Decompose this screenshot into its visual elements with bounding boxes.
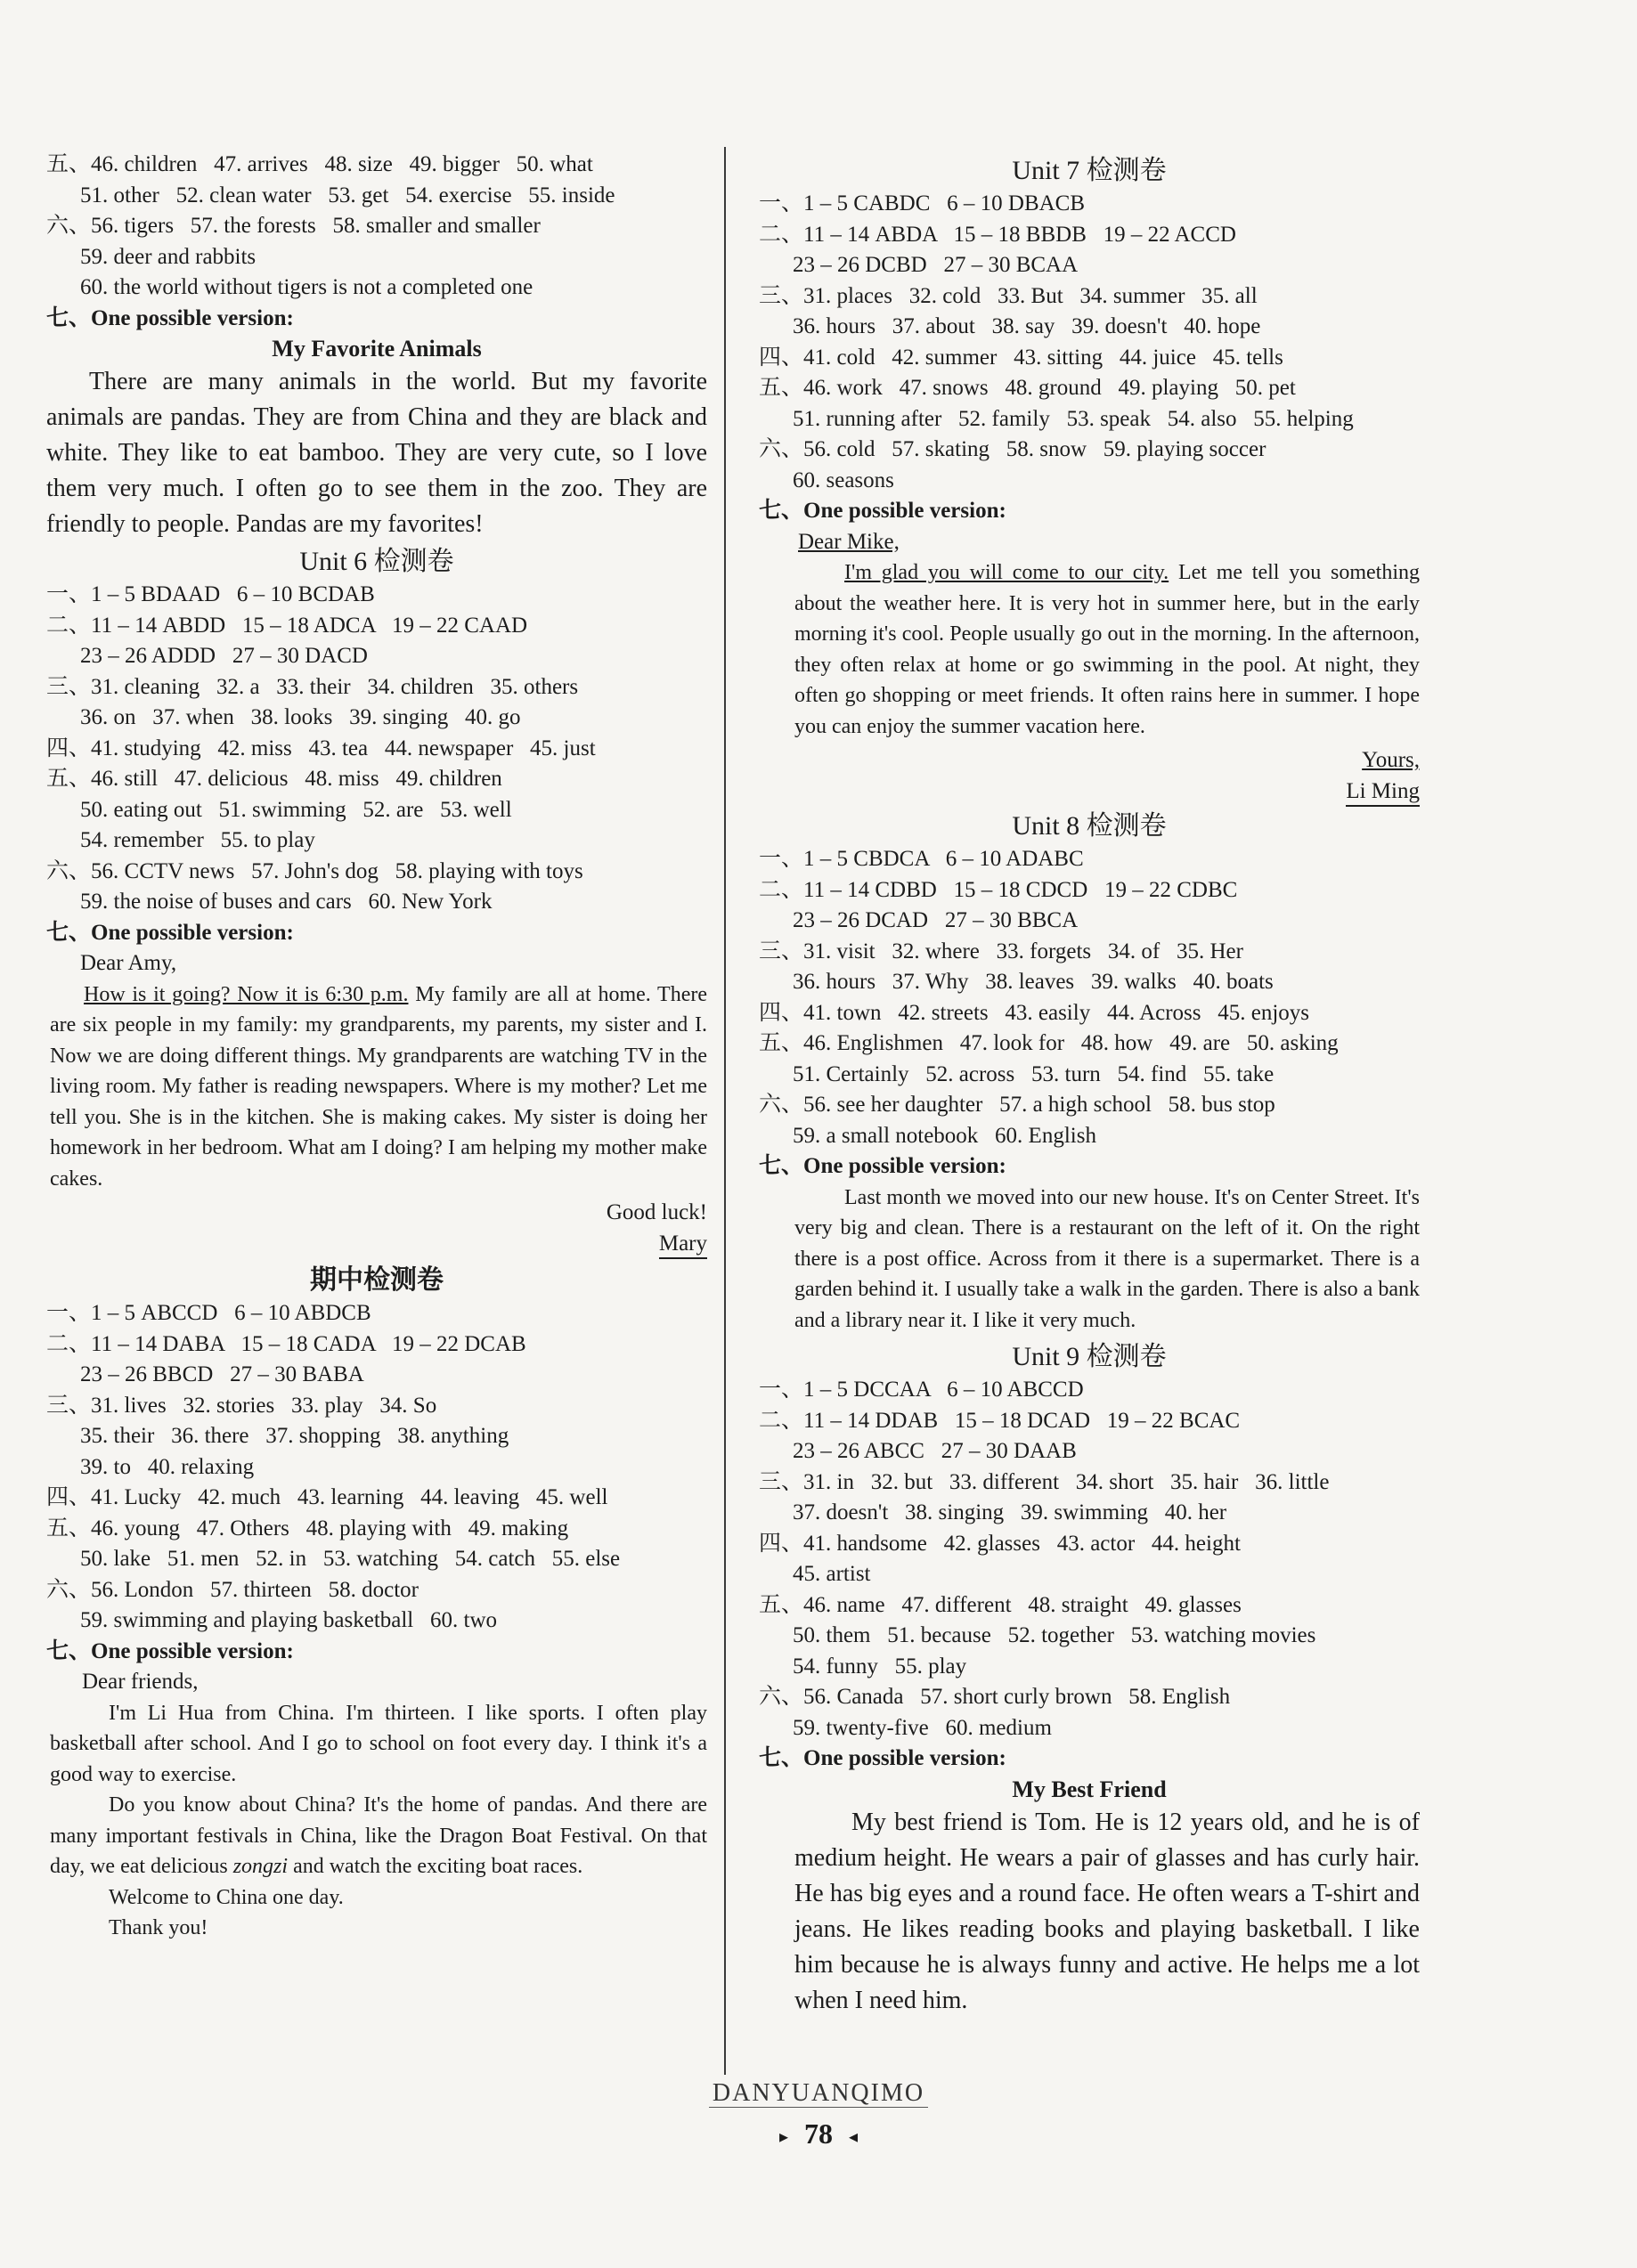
answer-line: [759, 435, 1420, 466]
midterm-heading: 期中检测卷: [310, 1265, 444, 1295]
answer-line: [46, 1544, 707, 1575]
answer-text: 23 – 26 ABCC 27 – 30 DAAB: [793, 1439, 1077, 1463]
answer-text: 51. other 52. clean water 53. get 54. exercise 55. inside: [80, 183, 615, 207]
answer-line: [759, 1436, 1420, 1467]
section-marker: 一、: [46, 582, 92, 606]
answer-text: 56. cold 57. skating 58. snow 59. playing soccer: [803, 437, 1266, 461]
answer-line: [759, 906, 1420, 937]
section-marker: 三、: [759, 283, 804, 308]
answer-line: [46, 1452, 707, 1484]
right-arrow-icon: ◂: [849, 2127, 859, 2148]
answer-text: 36. hours 37. about 38. say 39. doesn't 40. hope: [793, 314, 1261, 338]
unit8-version-label: 七、One possible version:: [759, 1154, 1006, 1178]
answer-line: [759, 1028, 1420, 1060]
unit7-heading: Unit 7 检测卷: [1012, 156, 1167, 185]
unit7-closing: Yours,: [1362, 748, 1420, 772]
section-marker: 六、: [46, 858, 92, 883]
essay-text: There are many animals in the world. But my favorite animals are pandas. They are from China and they are black and white. They like to eat bamboo. They are very cute, so I love them very much. I often go to see them in the zoo. They are friendly to people. Pandas are my favorites!: [46, 368, 707, 538]
unit9-answers: [759, 1375, 1420, 1744]
answer-text: 37. doesn't 38. singing 39. swimming 40. her: [793, 1500, 1227, 1524]
unit7-signature: Li Ming: [1346, 778, 1420, 807]
answer-text: 1 – 5 DCCAA 6 – 10 ABCCD: [803, 1378, 1084, 1402]
answer-text: 59. swimming and playing basketball 60. two: [80, 1608, 498, 1632]
answer-line: [46, 1605, 707, 1637]
answer-text: 41. town 42. streets 43. easily 44. Across 45. enjoys: [803, 1000, 1310, 1025]
footer-brand-text: DANYUANQIMO: [709, 2079, 928, 2108]
section-marker: 一、: [759, 847, 804, 871]
answer-text: 59. deer and rabbits: [80, 244, 257, 269]
section-marker: 一、: [759, 1378, 804, 1402]
answer-line: [46, 795, 707, 826]
unit6-signature: Mary: [659, 1231, 707, 1259]
answer-line: [46, 764, 707, 795]
section-marker: 五、: [46, 767, 92, 791]
unit7-closing-row: [759, 745, 1420, 776]
answer-text: 51. running after 52. family 53. speak 54. also 55. helping: [793, 406, 1354, 431]
answer-line: [759, 998, 1420, 1029]
midterm-para-2b: and watch the exciting boat races.: [293, 1855, 583, 1878]
left-arrow-icon: ▸: [778, 2127, 788, 2148]
answer-line: [46, 672, 707, 703]
section-marker: 五、: [46, 1516, 92, 1540]
answer-line: [759, 1498, 1420, 1529]
section-marker: 六、: [46, 214, 92, 238]
answer-text: 31. cleaning 32. a 33. their 34. children 35. others: [91, 674, 579, 699]
answer-text: 11 – 14 DABA 15 – 18 CADA 19 – 22 DCAB: [91, 1331, 526, 1356]
answer-text: 41. handsome 42. glasses 43. actor 44. height: [803, 1531, 1241, 1556]
answer-text: 1 – 5 BDAAD 6 – 10 BCDAB: [91, 582, 375, 606]
unit6-letter-first: How is it going? Now it is 6:30 p.m.: [84, 982, 409, 1006]
section-marker: 二、: [759, 877, 804, 902]
section-marker: 一、: [759, 191, 804, 215]
answer-line: [46, 1298, 707, 1329]
answer-line: [46, 211, 707, 242]
answer-line: [759, 1121, 1420, 1152]
answer-line: [759, 1375, 1420, 1406]
answer-text: 54. remember 55. to play: [80, 828, 315, 852]
answer-text: 56. see her daughter 57. a high school 58. bus stop: [803, 1093, 1275, 1117]
answer-text: 56. Canada 57. short curly brown 58. English: [803, 1685, 1231, 1709]
answer-line: [759, 189, 1420, 220]
left-column: [46, 150, 707, 1944]
answer-text: 31. in 32. but 33. different 34. short 35. hair 36. little: [803, 1469, 1330, 1494]
answer-text: 60. seasons: [793, 467, 894, 492]
midterm-para-2: [46, 1790, 707, 1882]
midterm-version-label: 七、One possible version:: [46, 1638, 294, 1663]
answer-line: [759, 312, 1420, 343]
section-marker: 六、: [759, 1093, 804, 1117]
section-marker: 二、: [46, 613, 92, 638]
answer-line: [46, 272, 707, 304]
answer-text: 56. CCTV news 57. John's dog 58. playing with toys: [91, 858, 583, 883]
answer-text: 36. on 37. when 38. looks 39. singing 40. go: [80, 705, 521, 729]
answer-line: [46, 825, 707, 857]
answer-text: 59. the noise of buses and cars 60. New York: [80, 890, 493, 914]
unit8-heading: Unit 8 检测卷: [1012, 811, 1167, 841]
unit7-letter-first: I'm glad you will come to our city.: [844, 561, 1169, 584]
unit7-letter: [759, 557, 1420, 742]
answer-text: 11 – 14 ABDA 15 – 18 BBDB 19 – 22 ACCD: [803, 222, 1236, 247]
unit9-essay: My best friend is Tom. He is 12 years old, and he is of medium height. He wears a pair of glasses and has curly hair. He has big eyes and a round face. He often wears a T-shirt and jeans. He likes reading books and playing basketball. I like him because he is always funny and active. He helps me a lot when I need him.: [794, 1808, 1420, 2014]
unit7-version-label: 七、One possible version:: [759, 499, 1006, 523]
answer-text: 46. Englishmen 47. look for 48. how 49. are 50. asking: [803, 1031, 1339, 1055]
answer-text: 54. funny 55. play: [793, 1654, 967, 1679]
answer-line: [46, 181, 707, 212]
answer-text: 31. lives 32. stories 33. play 34. So: [91, 1393, 437, 1418]
answer-text: 46. name 47. different 48. straight 49. glasses: [803, 1592, 1242, 1617]
answer-line: [759, 1060, 1420, 1091]
answer-text: 46. children 47. arrives 48. size 49. bigger 50. what: [91, 152, 593, 176]
answer-line: [759, 1467, 1420, 1499]
answer-line: [46, 242, 707, 273]
answer-line: [46, 1483, 707, 1514]
midterm-para-2-italic: zongzi: [232, 1855, 289, 1878]
answer-line: [46, 1575, 707, 1606]
answer-text: 1 – 5 CBDCA 6 – 10 ADABC: [803, 847, 1084, 871]
answer-text: 11 – 14 CDBD 15 – 18 CDCD 19 – 22 CDBC: [803, 877, 1238, 902]
answer-text: 23 – 26 ADDD 27 – 30 DACD: [80, 644, 368, 668]
answer-text: 31. places 32. cold 33. But 34. summer 35. all: [803, 283, 1258, 308]
unit6-version-label: 七、One possible version:: [46, 920, 294, 945]
answer-line: [759, 466, 1420, 497]
unit7-letter-body: Let me tell you something about the weather here. It is very hot in summer here, but in the early morning it's cool. People usually go out in the morning. In the afternoon, they often relax at home or go swimming in the pool. At night, they often go shopping or meet friends. It often rains here in summer. I hope you can enjoy the summer vacation here.: [794, 561, 1421, 738]
answer-line: [46, 1360, 707, 1391]
answer-line: [46, 580, 707, 611]
answer-line: [759, 343, 1420, 374]
answer-text: 41. studying 42. miss 43. tea 44. newspaper 45. just: [91, 736, 596, 760]
midterm-para-2a: Do you know about China? It's the home of pandas. And there are many important festivals in China, like the Dragon Boat Festival. On that day, we eat delicious: [50, 1793, 707, 1878]
answer-line: [759, 250, 1420, 281]
page-number: 78: [804, 2118, 833, 2150]
essay-title: My Favorite Animals: [272, 336, 482, 362]
answer-text: 23 – 26 DCAD 27 – 30 BBCA: [793, 908, 1079, 932]
section-marker: 五、: [759, 1592, 804, 1617]
unit6-heading: Unit 6 检测卷: [299, 547, 454, 576]
unit9-heading: Unit 9 检测卷: [1012, 1342, 1167, 1371]
answer-line: [46, 887, 707, 918]
answer-text: 1 – 5 ABCCD 6 – 10 ABDCB: [91, 1301, 371, 1325]
answer-line: [759, 967, 1420, 998]
answer-line: [759, 1621, 1420, 1652]
answer-text: 59. twenty-five 60. medium: [793, 1715, 1052, 1740]
answer-line: [46, 857, 707, 888]
section-marker: 二、: [46, 1331, 92, 1356]
answer-line: [759, 404, 1420, 435]
footer-page: [0, 2118, 1637, 2150]
section-marker: 二、: [759, 1408, 804, 1433]
midterm-salutation: Dear friends,: [82, 1670, 199, 1694]
answer-text: 56. London 57. thirteen 58. doctor: [91, 1577, 419, 1602]
answer-line: [759, 1682, 1420, 1713]
section-marker: 一、: [46, 1301, 92, 1325]
unit6-letter-body: My family are all at home. There are six people in my family: my grandparents, my parents, my sister and I. Now we are doing different things. My grandparents are watching TV in the living room. My father is reading newspapers. Where is my mother? Let me tell you. She is in the kitchen. She is making cakes. My sister is doing her homework in her bedroom. What am I doing? I am helping my mother make cakes.: [50, 982, 708, 1191]
answer-text: 50. them 51. because 52. together 53. watching movies: [793, 1623, 1316, 1647]
section-marker: 四、: [46, 1485, 92, 1509]
answer-line: [46, 734, 707, 765]
section-marker: 六、: [759, 1685, 804, 1709]
unit6-answers: [46, 580, 707, 918]
unit6-letter: [46, 980, 707, 1195]
section-marker: 五、: [46, 152, 92, 176]
section-marker: 三、: [46, 674, 92, 699]
section-marker: 五、: [759, 376, 804, 400]
answer-text: 36. hours 37. Why 38. leaves 39. walks 40. boats: [793, 970, 1274, 994]
footer-brand: [0, 2079, 1637, 2108]
answer-text: 59. a small notebook 60. English: [793, 1123, 1096, 1148]
answer-text: 41. cold 42. summer 43. sitting 44. juice 45. tells: [803, 345, 1283, 370]
right-column: [759, 153, 1420, 2019]
answer-text: 50. lake 51. men 52. in 53. watching 54. catch 55. else: [80, 1547, 621, 1571]
midterm-para-3: Welcome to China one day.: [109, 1885, 344, 1909]
section-marker: 五、: [759, 1031, 804, 1055]
section-marker: 三、: [759, 1469, 804, 1494]
answer-text: 23 – 26 DCBD 27 – 30 BCAA: [793, 253, 1079, 277]
unit9-version-label: 七、One possible version:: [759, 1746, 1006, 1770]
answer-line: [759, 220, 1420, 251]
answer-line: [759, 875, 1420, 906]
answer-line: [46, 611, 707, 642]
answer-line: [46, 1421, 707, 1452]
unit7-answers: [759, 189, 1420, 496]
answer-text: 23 – 26 BBCD 27 – 30 BABA: [80, 1362, 364, 1386]
answer-text: 41. Lucky 42. much 43. learning 44. leaving 45. well: [91, 1485, 608, 1509]
answer-line: [759, 1559, 1420, 1590]
answer-line: [759, 937, 1420, 968]
answer-text: 1 – 5 CABDC 6 – 10 DBACB: [803, 191, 1086, 215]
unit8-answers: [759, 844, 1420, 1151]
answer-text: 46. work 47. snows 48. ground 49. playing 50. pet: [803, 376, 1296, 400]
answer-text: 11 – 14 ABDD 15 – 18 ADCA 19 – 22 CAAD: [91, 613, 528, 638]
answer-line: [46, 1514, 707, 1545]
answer-text: 50. eating out 51. swimming 52. are 53. well: [80, 797, 512, 822]
midterm-answers: [46, 1298, 707, 1637]
answer-text: 31. visit 32. where 33. forgets 34. of 35. Her: [803, 939, 1243, 963]
answer-text: 60. the world without tigers is not a completed one: [80, 275, 533, 299]
section-marker: 四、: [759, 345, 804, 370]
answers-block: [46, 150, 707, 304]
unit6-closing: Good luck!: [606, 1200, 707, 1224]
answer-line: [46, 1391, 707, 1422]
answer-line: [759, 1529, 1420, 1560]
unit6-signature-row: [46, 1229, 707, 1260]
answer-line: [759, 373, 1420, 404]
section-marker: 四、: [759, 1000, 804, 1025]
unit8-essay: Last month we moved into our new house. It's on Center Street. It's very big and clean. There is a restaurant on the left of it. On the right there is a post office. Across from it there is a supermarket. There is a garden behind it. I usually take a walk in the garden. There is also a bank and a library near it. I like it very much.: [794, 1185, 1420, 1332]
answer-line: [46, 1329, 707, 1361]
answer-line: [759, 281, 1420, 313]
midterm-para-4: Thank you!: [109, 1916, 208, 1939]
answer-text: 56. tigers 57. the forests 58. smaller and smaller: [91, 214, 541, 238]
answer-text: 51. Certainly 52. across 53. turn 54. find 55. take: [793, 1061, 1275, 1086]
answer-line: [46, 703, 707, 734]
section-marker: 六、: [759, 437, 804, 461]
answer-line: [46, 150, 707, 181]
section-marker: 三、: [759, 939, 804, 963]
unit7-salutation: Dear Mike,: [798, 529, 900, 554]
answer-line: [759, 1652, 1420, 1683]
unit7-signature-row: [759, 776, 1420, 808]
answer-text: 46. young 47. Others 48. playing with 49. making: [91, 1516, 569, 1540]
answer-text: 46. still 47. delicious 48. miss 49. children: [91, 767, 502, 791]
section-marker: 四、: [46, 736, 92, 760]
midterm-para-1: I'm Li Hua from China. I'm thirteen. I like sports. I often play basketball after school. And I go to school on foot every day. I think it's a good way to exercise.: [50, 1701, 707, 1786]
section-marker: 二、: [759, 222, 804, 247]
section-marker: 三、: [46, 1393, 92, 1418]
column-divider: [724, 147, 726, 2075]
unit9-essay-title: My Best Friend: [1012, 1776, 1167, 1802]
unit6-salutation: Dear Amy,: [80, 951, 177, 975]
answer-line: [759, 844, 1420, 875]
answer-line: [46, 641, 707, 672]
section-marker: 六、: [46, 1577, 92, 1602]
answer-line: [759, 1590, 1420, 1622]
section-marker: 四、: [759, 1531, 804, 1556]
answer-text: 39. to 40. relaxing: [80, 1454, 255, 1479]
answer-text: 11 – 14 DDAB 15 – 18 DCAD 19 – 22 BCAC: [803, 1408, 1241, 1433]
answer-line: [759, 1090, 1420, 1121]
answer-line: [759, 1406, 1420, 1437]
version-label: 七、One possible version:: [46, 305, 294, 330]
answer-text: 35. their 36. there 37. shopping 38. anything: [80, 1424, 509, 1448]
unit7-salutation-row: [759, 527, 1420, 558]
answer-text: 45. artist: [793, 1562, 871, 1586]
answer-line: [759, 1713, 1420, 1744]
